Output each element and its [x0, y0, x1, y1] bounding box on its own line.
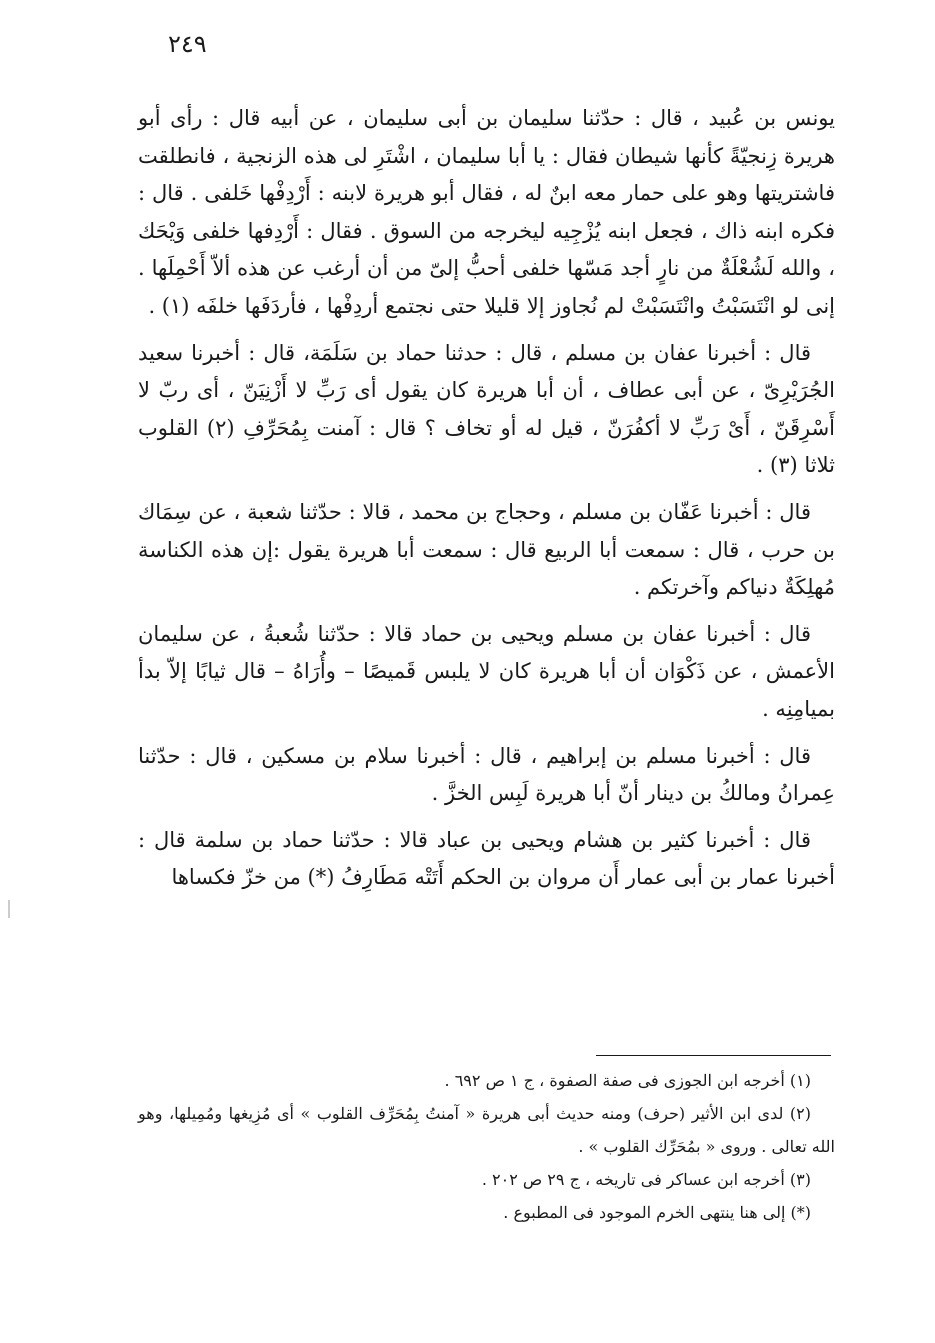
paragraph-5: قال : أخبرنا مسلم بن إبراهيم ، قال : أخبرنا سلام بن مسكين ، قال : حدّثنا عِمرانُ ومالكُ بن دينار أنّ أبا هريرة لَبِس الخزَّ . — [138, 743, 835, 806]
footnote-4: (*) إلى هنا ينتهى الخرم الموجود فى المطبوع . — [503, 1203, 811, 1222]
main-text — [138, 100, 835, 906]
scan-mark — [8, 900, 10, 918]
paragraph-6: قال : أخبرنا كثير بن هشام ويحيى بن عباد قالا : حدّثنا حماد بن سلمة قال : أخبرنا عمار بن أبى عمار أَن مروان بن الحكم أَتَتْه مَطَارِفُ (*) من خزّ فكساها — [138, 827, 835, 890]
footnote-2: (٢) لدى ابن الأثير (حرف) ومنه حديث أبى هريرة « آمنتُ بِمُحَرِّف القلوب » أى مُزِيغها ومُمِيلها، وهو الله تعالى . وروى « بمُحَرِّك القلوب » . — [138, 1104, 835, 1156]
paragraph-2: قال : أخبرنا عفان بن مسلم ، قال : حدثنا حماد بن سَلَمَة، قال : أخبرنا سعيد الجُرَيْرِىّ ، عن أبى عطاف ، أن أبا هريرة كان يقول أى رَبِّ لا أَزْنِيَنّ ، أى ربّ لا أَسْرِقَنّ ، أَىْ رَبِّ لا أكفُرَنّ ، قيل له أو تخاف ؟ قال : آمنت بِمُحَرِّفِ (٢) القلوب ثلاثا (٣) . — [138, 340, 836, 478]
footnotes — [138, 1064, 835, 1229]
paragraph-3: قال : أخبرنا عَفّان بن مسلم ، وحجاج بن محمد ، قالا : حدّثنا شعبة ، عن سِمَاك بن حرب ، قال : سمعت أبا الربيع قال : سمعت أبا هريرة يقول :إن هذه الكناسة مُهلِكَةٌ دنياكم وآخرتكم . — [138, 499, 835, 600]
page-number: ٢٤٩ — [168, 30, 207, 58]
footnote-divider — [596, 1055, 831, 1056]
footnote-1: (١) أخرجه ابن الجوزى فى صفة الصفوة ، ج ١ ص ٦٩٢ . — [444, 1071, 811, 1090]
footnote-3: (٣) أخرجه ابن عساكر فى تاريخه ، ج ٢٩ ص ٢٠٢ . — [481, 1170, 811, 1189]
paragraph-4: قال : أخبرنا عفان بن مسلم ويحيى بن حماد قالا : حدّثنا شُعبةُ ، عن سليمان الأعمش ، عن ذَكْوَان أن أبا هريرة كان لا يلبس قَميصًا – وأُرَاهُ – قال ثيابًا إلاّ بدأ بميامِنِه . — [138, 621, 835, 721]
paragraph-1: يونس بن عُبيد ، قال : حدّثنا سليمان بن أبى سليمان ، عن أبيه قال : رأى أبو هريرة زِنجيّةً كأنها شيطان فقال : يا أبا سليمان ، اشْتَرِ لى هذه الزنجية ، فانطلقت فاشتريتها وهو على حمار معه ابنٌ له ، فقال أبو هريرة لابنه : أَرْدِفْها خَلفى . قال : فكره ابنه ذاك ، فجعل ابنه يُزْجِيه ليخرجه من السوق . فقال : أَرْدِفها خلفى وَيْحَك ، والله لَشُعْلَةٌ من نارٍ أجد مَسّها خلفى أحبُّ إلىّ من أن أرغب عن هذه ألاّ أَحْمِلَها . إنى لو انْتَسَبْتُ وانْتَسَبْتْ لم نُجاوز إلا قليلا حتى نجتمع أردِفْها ، فأردَفَها خلفَه (١) . — [138, 106, 835, 318]
